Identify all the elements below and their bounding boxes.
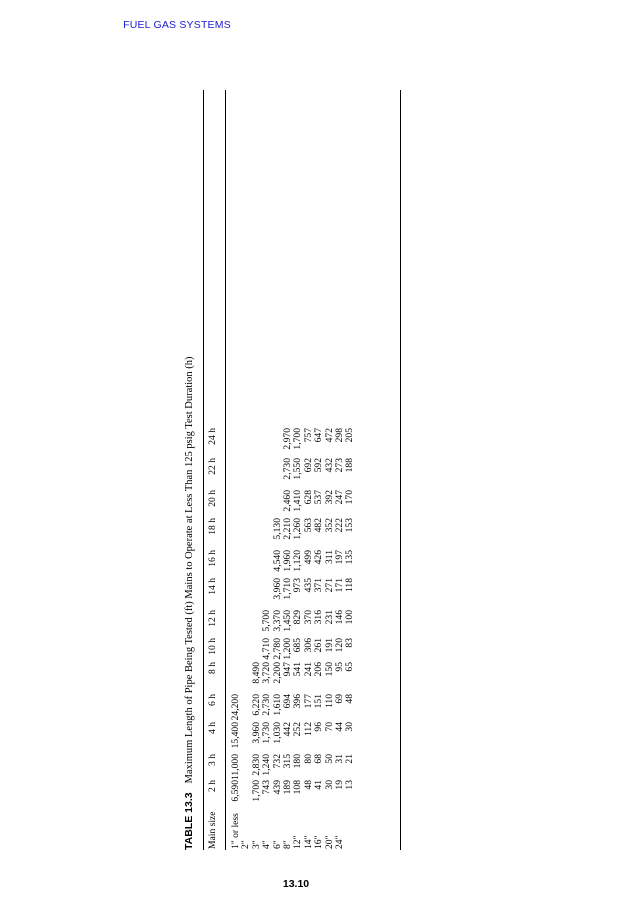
table-cell: 482: [313, 518, 325, 533]
column-header: 24 h: [207, 428, 218, 445]
table-cell: 153: [344, 518, 356, 533]
table-cell: 4,710: [261, 638, 273, 660]
table-cell: 1,550: [292, 458, 304, 480]
table-cell: 112: [302, 722, 314, 737]
column-header: 2 h: [207, 780, 218, 792]
table-cell: 685: [292, 638, 304, 653]
row-label: 4": [261, 840, 273, 849]
table-cell: 732: [271, 754, 283, 769]
table-cell: 1,260: [292, 518, 304, 540]
row-label: 6": [271, 840, 283, 849]
table-cell: 247: [334, 490, 345, 505]
table-cell: 231: [323, 610, 335, 625]
table-cell: 3,960: [250, 722, 262, 744]
column-header: 16 h: [207, 550, 218, 567]
table-cell: 592: [313, 458, 325, 473]
table-cell: 2,210: [282, 518, 293, 540]
table-cell: 1,410: [292, 490, 304, 512]
table-cell: 197: [334, 550, 345, 565]
row-label: 3": [250, 840, 262, 849]
table-cell: 1,700: [250, 780, 262, 802]
table-cell: 1,450: [282, 610, 293, 632]
row-label: 2": [240, 840, 252, 849]
column-header: 6 h: [207, 694, 218, 706]
row-label: 24": [334, 835, 345, 849]
table-cell: 261: [313, 638, 325, 653]
rotated-table: [180, 90, 402, 850]
table-cell: 171: [334, 578, 345, 593]
bottom-rule: [400, 90, 401, 850]
column-header: Main size: [207, 811, 218, 849]
table-cell: 50: [323, 754, 335, 764]
table-cell: 396: [292, 694, 304, 709]
table-cell: 68: [313, 754, 325, 764]
column-header: 18 h: [207, 518, 218, 535]
column-header: 3 h: [207, 754, 218, 766]
table-cell: 83: [344, 638, 356, 648]
table-cell: 1,960: [282, 550, 293, 572]
column-header: 22 h: [207, 458, 218, 475]
table-cell: 435: [302, 578, 314, 593]
table-cell: 647: [313, 428, 325, 443]
row-label: 8": [282, 840, 293, 849]
row-label: 14": [302, 835, 314, 849]
table-cell: 2,200: [271, 662, 283, 684]
table-cell: 1,240: [261, 754, 273, 776]
table-cell: 694: [282, 694, 293, 709]
table-cell: 170: [344, 490, 356, 505]
table-cell: 15,400: [230, 722, 241, 749]
table-cell: 11,000: [230, 754, 241, 781]
row-label: 16": [313, 835, 325, 849]
table-cell: 432: [323, 458, 335, 473]
table-cell: 205: [344, 428, 356, 443]
page-number: 13.10: [282, 878, 310, 890]
table-cell: 206: [313, 662, 325, 677]
column-header: 20 h: [207, 490, 218, 507]
table-cell: 180: [292, 754, 304, 769]
table-cell: 95: [334, 662, 345, 672]
table-cell: 315: [282, 754, 293, 769]
table-cell: 1,700: [292, 428, 304, 450]
column-header: 14 h: [207, 578, 218, 595]
table-cell: 13: [344, 780, 356, 790]
table-cell: 2,730: [261, 694, 273, 716]
table-cell: 177: [302, 694, 314, 709]
table-cell: 392: [323, 490, 335, 505]
table-cell: 298: [334, 428, 345, 443]
table-cell: 3,960: [271, 578, 283, 600]
table-cell: 146: [334, 610, 345, 625]
table-cell: 1,610: [271, 694, 283, 716]
table-cell: 2,830: [250, 754, 262, 776]
table-cell: 48: [344, 694, 356, 704]
row-label: 20": [323, 835, 335, 849]
table-cell: 70: [323, 722, 335, 732]
table-cell: 306: [302, 638, 314, 653]
table-cell: 370: [302, 610, 314, 625]
column-header: 4 h: [207, 722, 218, 734]
table-cell: 241: [302, 662, 314, 677]
table-title: Maximum Length of Pipe Being Tested (ft) Mains to Operate at Less Than 125 psig Test Duration (h): [184, 356, 195, 784]
table-cell: 80: [302, 754, 314, 764]
column-header: 12 h: [207, 610, 218, 627]
table-cell: 371: [313, 578, 325, 593]
running-head: FUEL GAS SYSTEMS: [123, 19, 231, 31]
column-header: 10 h: [207, 638, 218, 655]
row-label: 12": [292, 835, 304, 849]
top-rule: [203, 90, 204, 850]
table-cell: 6,590: [230, 780, 241, 802]
table-cell: 2,780: [271, 638, 283, 660]
table-cell: 829: [292, 610, 304, 625]
table-cell: 2,730: [282, 458, 293, 480]
table-cell: 743: [261, 780, 273, 795]
table-cell: 442: [282, 722, 293, 737]
table-cell: 151: [313, 694, 325, 709]
table-cell: 110: [323, 694, 335, 709]
table-cell: 271: [323, 578, 335, 593]
table-cell: 8,490: [250, 662, 262, 684]
table-cell: 5,130: [271, 518, 283, 540]
table-cell: 3,370: [271, 610, 283, 632]
table-cell: 30: [323, 780, 335, 790]
table-cell: 757: [302, 428, 314, 443]
table-cell: 541: [292, 662, 304, 677]
table-cell: 96: [313, 722, 325, 732]
table-cell: 1,730: [261, 722, 273, 744]
table-cell: 100: [344, 610, 356, 625]
table-cell: 1,710: [282, 578, 293, 600]
table-cell: 5,700: [261, 610, 273, 632]
column-header: 8 h: [207, 662, 218, 674]
table-cell: 2,460: [282, 490, 293, 512]
table-cell: 499: [302, 550, 314, 565]
table-cell: 150: [323, 662, 335, 677]
table-cell: 118: [344, 578, 356, 593]
table-cell: 21: [344, 754, 356, 764]
table-cell: 31: [334, 754, 345, 764]
table-cell: 439: [271, 780, 283, 795]
table-cell: 191: [323, 638, 335, 653]
table-cell: 44: [334, 722, 345, 732]
table-number: TABLE 13.3: [183, 792, 195, 850]
table-cell: 41: [313, 780, 325, 790]
table-cell: 120: [334, 638, 345, 653]
table-cell: 189: [282, 780, 293, 795]
table-cell: 426: [313, 550, 325, 565]
table-cell: 252: [292, 722, 304, 737]
table-cell: 188: [344, 458, 356, 473]
table-cell: 6,220: [250, 694, 262, 716]
table-cell: 563: [302, 518, 314, 533]
table-cell: 19: [334, 780, 345, 790]
table-cell: 4,540: [271, 550, 283, 572]
table-cell: 2,970: [282, 428, 293, 450]
table-cell: 48: [302, 780, 314, 790]
table-cell: 1,030: [271, 722, 283, 744]
table-cell: 65: [344, 662, 356, 672]
header-rule: [225, 90, 226, 850]
table-cell: 947: [282, 662, 293, 677]
table-cell: 973: [292, 578, 304, 593]
table-cell: 311: [323, 550, 335, 565]
table-cell: 352: [323, 518, 335, 533]
table-cell: 692: [302, 458, 314, 473]
table-cell: 273: [334, 458, 345, 473]
table-cell: 472: [323, 428, 335, 443]
table-cell: 3,720: [261, 662, 273, 684]
table-cell: 222: [334, 518, 345, 533]
table-cell: 628: [302, 490, 314, 505]
table-caption: [181, 357, 197, 851]
table-cell: 24,200: [230, 694, 241, 721]
table-cell: 537: [313, 490, 325, 505]
table-cell: 316: [313, 610, 325, 625]
table-cell: 1,200: [282, 638, 293, 660]
table-cell: 30: [344, 722, 356, 732]
row-label: 1" or less: [230, 813, 241, 849]
table-cell: 69: [334, 694, 345, 704]
table-cell: 1,120: [292, 550, 304, 572]
table-cell: 135: [344, 550, 356, 565]
table-cell: 108: [292, 780, 304, 795]
